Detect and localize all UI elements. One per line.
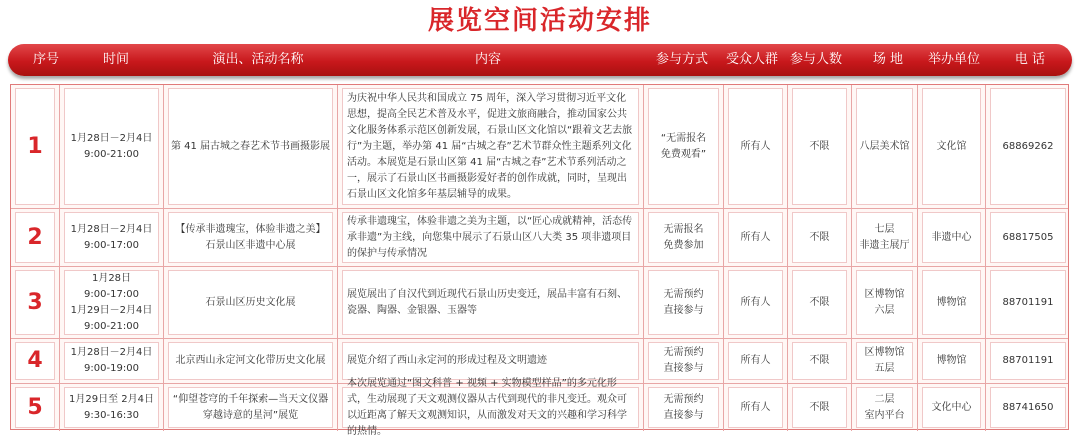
mode-line: 直接参与 bbox=[663, 304, 704, 316]
time-line: 9:00-21:00 bbox=[84, 320, 139, 332]
mode-line: 直接参与 bbox=[663, 409, 704, 421]
name-line: “仰望苍穹的千年探索—当天文仪器 bbox=[172, 393, 329, 405]
cell-mode bbox=[643, 384, 723, 431]
cell-count bbox=[787, 267, 851, 338]
cell-phone bbox=[985, 267, 1070, 338]
cell-time bbox=[59, 339, 163, 383]
time-line: 9:00-17:00 bbox=[84, 288, 139, 300]
host-text: 非遗中心 bbox=[931, 231, 972, 243]
cell-venue bbox=[851, 267, 917, 338]
venue-line: 二层 bbox=[874, 393, 895, 405]
cell-host bbox=[917, 85, 985, 208]
mode-line: 免费观看” bbox=[660, 148, 707, 160]
mode-line: 无需预约 bbox=[663, 288, 704, 300]
cell-no bbox=[11, 384, 59, 431]
cell-content bbox=[337, 377, 643, 437]
audience-text: 所有人 bbox=[740, 140, 771, 152]
time-line: 9:00-21:00 bbox=[84, 148, 139, 160]
name-line: 【传承非遗瑰宝，体验非遗之美】 bbox=[175, 223, 326, 235]
cell-name bbox=[163, 209, 337, 266]
cell-venue bbox=[851, 85, 917, 208]
host-text: 文化馆 bbox=[936, 140, 967, 152]
cell-mode bbox=[643, 209, 723, 266]
host-text: 博物馆 bbox=[936, 296, 967, 308]
header-cell: 内容 bbox=[474, 52, 501, 67]
content-text: 本次展览通过“图文科普 + 视频 + 实物模型样品”的多元化形式，生动展现了天文观测仪器从古代到现代的非凡变迁。观众可以近距离了解天文观测知识，从而激发对天文的兴趣和学习科学的热情。 bbox=[347, 377, 627, 437]
cell-no bbox=[11, 267, 59, 338]
header-cell: 举办单位 bbox=[927, 52, 980, 67]
table-row bbox=[11, 266, 1068, 338]
header-cell: 电 话 bbox=[1014, 52, 1046, 67]
venue-line: 五层 bbox=[874, 363, 895, 374]
phone-text: 88741650 bbox=[1002, 401, 1054, 413]
venue-line: 非遗主展厅 bbox=[859, 239, 910, 251]
cell-mode bbox=[643, 267, 723, 338]
time-line: 1月28日－2月4日 bbox=[70, 223, 153, 235]
audience-text: 所有人 bbox=[740, 401, 771, 413]
cell-time bbox=[59, 85, 163, 208]
cell-audience bbox=[723, 209, 787, 266]
audience-text: 所有人 bbox=[740, 355, 771, 366]
cell-phone bbox=[985, 85, 1070, 208]
count-text: 不限 bbox=[809, 231, 830, 243]
cell-venue bbox=[851, 209, 917, 266]
audience-text: 所有人 bbox=[740, 231, 771, 243]
mode-line: 无需预约 bbox=[663, 393, 704, 405]
name-line: 石景山区历史文化展 bbox=[205, 296, 296, 308]
audience-text: 所有人 bbox=[740, 296, 771, 308]
mode-line: “无需报名 bbox=[660, 132, 707, 144]
cell-content bbox=[337, 209, 643, 266]
cell-content bbox=[337, 267, 643, 338]
phone-text: 88701191 bbox=[1002, 355, 1054, 366]
cell-host bbox=[917, 339, 985, 383]
name-line: 北京西山永定河文化带历史文化展 bbox=[175, 355, 326, 366]
name-line: 第 41 届古城之春艺术节书画摄影展 bbox=[170, 140, 331, 152]
venue-line: 六层 bbox=[874, 304, 895, 316]
mode-line: 无需报名 bbox=[663, 223, 704, 235]
table-row bbox=[11, 85, 1068, 208]
phone-text: 88701191 bbox=[1002, 296, 1054, 308]
time-line: 1月28日－2月4日 bbox=[70, 132, 153, 144]
host-text: 博物馆 bbox=[936, 355, 967, 366]
table-header bbox=[8, 44, 1072, 76]
cell-venue bbox=[851, 384, 917, 431]
cell-venue bbox=[851, 339, 917, 383]
count-text: 不限 bbox=[809, 355, 830, 366]
cell-host bbox=[917, 267, 985, 338]
header-cell: 参与方式 bbox=[655, 52, 708, 67]
cell-name bbox=[163, 339, 337, 383]
cell-name bbox=[163, 384, 337, 431]
venue-line: 七层 bbox=[874, 223, 895, 235]
cell-no bbox=[11, 85, 59, 208]
cell-time bbox=[59, 209, 163, 266]
table-row bbox=[11, 208, 1068, 266]
cell-name bbox=[163, 85, 337, 208]
mode-line: 免费参加 bbox=[663, 239, 704, 251]
phone-text: 68869262 bbox=[1002, 140, 1054, 152]
cell-content bbox=[337, 85, 643, 208]
page-title: 展览空间活动安排 bbox=[427, 6, 652, 36]
name-line: 穿越诗意的星河”展览 bbox=[202, 409, 299, 421]
row-number: 2 bbox=[27, 224, 43, 250]
count-text: 不限 bbox=[809, 401, 830, 413]
venue-line: 八层美术馆 bbox=[859, 140, 910, 152]
schedule-table bbox=[10, 84, 1069, 437]
time-line: 9:00-17:00 bbox=[84, 239, 139, 251]
content-text: 展览介绍了西山永定河的形成过程及文明遗迹 bbox=[347, 355, 547, 366]
cell-mode bbox=[643, 85, 723, 208]
cell-audience bbox=[723, 339, 787, 383]
content-text: 为庆祝中华人民共和国成立 75 周年，深入学习贯彻习近平文化思想，提高全民艺术普及水平，促进文旅商融合，推动国家公共文化服务体系示范区创新发展，石景山区文化馆以“跟着文艺去旅行”为主题，举办第 41 届“古城之春”艺术节群众性主题系列文化活动。本展览是石景山区第 41 届“古城之春”艺术节系列活动之一，展示了石景山区书画摄影爱好者的创作成就，同时，呈现出石景山区文化馆多年基层辅导的成果。 bbox=[347, 92, 633, 200]
cell-phone bbox=[985, 384, 1070, 431]
venue-line: 室内平台 bbox=[864, 409, 905, 421]
time-line: 1月28日 bbox=[91, 272, 132, 284]
cell-no bbox=[11, 209, 59, 266]
count-text: 不限 bbox=[809, 140, 830, 152]
name-line: 石景山区非遗中心展 bbox=[205, 239, 296, 251]
venue-line: 区博物馆 bbox=[864, 347, 905, 358]
cell-audience bbox=[723, 384, 787, 431]
content-text: 展览展出了自汉代到近现代石景山历史变迁，展品丰富有石刻、瓷器、陶器、金银器、玉器等 bbox=[347, 288, 627, 316]
time-line: 1月29日－2月4日 bbox=[70, 304, 153, 316]
cell-phone bbox=[985, 339, 1070, 383]
cell-audience bbox=[723, 267, 787, 338]
time-line: 9:00-19:00 bbox=[84, 363, 139, 374]
header-cell: 时间 bbox=[102, 52, 129, 67]
cell-no bbox=[11, 339, 59, 383]
row-number: 3 bbox=[27, 289, 43, 315]
host-text: 文化中心 bbox=[931, 401, 972, 413]
time-line: 1月28日－2月4日 bbox=[70, 347, 153, 358]
header-cell: 场 地 bbox=[872, 52, 904, 67]
time-line: 9:30-16:30 bbox=[84, 409, 139, 421]
cell-phone bbox=[985, 209, 1070, 266]
header-cell: 参与人数 bbox=[789, 52, 842, 67]
row-number: 1 bbox=[27, 133, 43, 159]
cell-mode bbox=[643, 339, 723, 383]
cell-audience bbox=[723, 85, 787, 208]
header-cell: 受众人群 bbox=[725, 52, 778, 67]
venue-line: 区博物馆 bbox=[864, 288, 905, 300]
cell-time bbox=[59, 384, 163, 431]
header-cell: 序号 bbox=[32, 52, 59, 67]
time-line: 1月29日至 2月4日 bbox=[69, 393, 154, 405]
row-number: 5 bbox=[27, 394, 43, 420]
row-number: 4 bbox=[27, 348, 43, 373]
cell-host bbox=[917, 384, 985, 431]
header-cell: 演出、活动名称 bbox=[212, 52, 304, 67]
mode-line: 无需预约 bbox=[663, 347, 704, 358]
content-text: 传承非遗瑰宝，体验非遗之美为主题，以“匠心成就精神，活态传承非遗”为主线，向您集中展示了石景山区八大类 35 项非遗项目的保护与传承情况 bbox=[347, 215, 633, 259]
cell-count bbox=[787, 209, 851, 266]
cell-count bbox=[787, 339, 851, 383]
mode-line: 直接参与 bbox=[663, 363, 704, 374]
cell-host bbox=[917, 209, 985, 266]
phone-text: 68817505 bbox=[1002, 231, 1054, 243]
table-row bbox=[11, 377, 1068, 437]
count-text: 不限 bbox=[809, 296, 830, 308]
cell-time bbox=[59, 267, 163, 338]
cell-count bbox=[787, 85, 851, 208]
cell-name bbox=[163, 267, 337, 338]
cell-count bbox=[787, 384, 851, 431]
